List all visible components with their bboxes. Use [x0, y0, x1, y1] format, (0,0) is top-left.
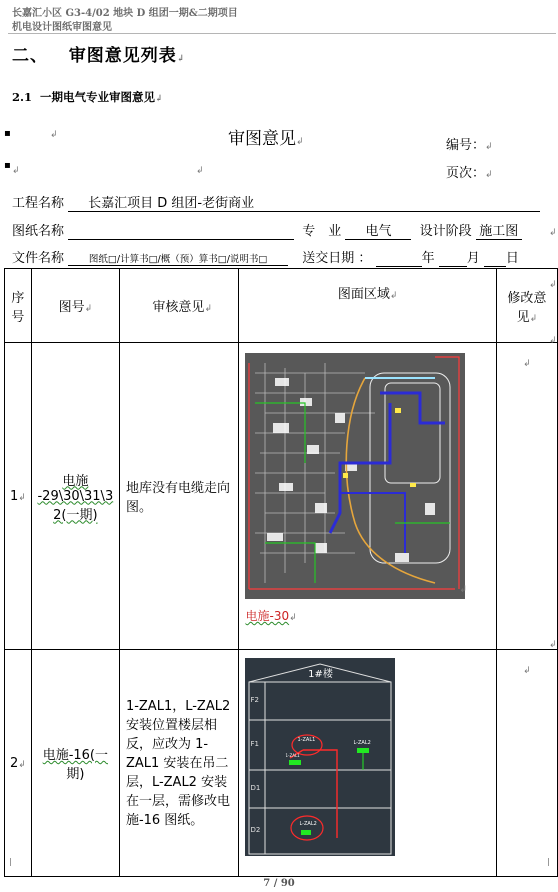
riser-building-title: 1#楼: [308, 669, 333, 680]
row2-area: [239, 650, 496, 877]
header-drawing-no: 图号↲: [31, 269, 119, 343]
header-seq: 序号: [5, 269, 32, 343]
row2-seq: 2↲: [5, 650, 32, 877]
review-table: [4, 268, 558, 877]
bullet-marker: ▪: [4, 128, 11, 139]
subsection-heading: 2.1 一期电气专业审图意见↲: [12, 90, 163, 104]
tag-l-zal2-lower: L-ZAL2: [299, 821, 317, 827]
file-row: [12, 247, 519, 267]
drawing-label: 图纸名称: [12, 224, 65, 239]
section-number: 二、: [12, 46, 48, 66]
table-row: [5, 650, 558, 877]
tag-1-zal1-upper: 1-ZAL1: [297, 737, 316, 743]
page-number: 7 / 90: [263, 878, 295, 889]
crop-mark: [2, 858, 11, 866]
number-label: 编号：↲: [446, 138, 493, 153]
year-field[interactable]: [376, 251, 422, 267]
para-mark: ↲: [196, 166, 204, 176]
project-value[interactable]: 长嘉汇项目 D 组团-老街商业: [68, 192, 540, 212]
row2-comment: 1-ZAL1，L-ZAL2 安装位置楼层相反，应改为 1-ZAL1 安装在吊二层，L-ZAL2 安装在一层，需修改电施-16 图纸。: [119, 650, 239, 877]
send-date-label: 送交日期 ：: [302, 251, 372, 266]
bullet-marker: ▪: [4, 160, 11, 171]
margin-mark: ↲: [549, 640, 557, 650]
doc-header-line2: 机电设计图纸审图意见: [12, 22, 112, 33]
tag-1-zal1-lower: 1-ZAL1: [285, 753, 300, 758]
page-label: 页次：↲: [446, 166, 493, 181]
file-value[interactable]: 图纸□/计算书□/概（预）算书□/说明书□: [68, 251, 288, 266]
tag-l-zal2-upper: L-ZAL2: [353, 740, 371, 746]
section-title: 审图意见列表: [68, 46, 177, 66]
form-title: 审图意见↲: [228, 129, 304, 149]
subsection-number: 2.1: [12, 90, 33, 104]
para-mark: ↲: [12, 166, 20, 176]
project-row: [12, 192, 540, 212]
discipline-value[interactable]: 电气: [345, 220, 411, 240]
cad-site-plan-image: [245, 353, 465, 599]
row1-seq: 1↲: [5, 343, 32, 650]
floor-label-d2: D2: [250, 826, 261, 834]
section-heading: 二、 审图意见列表↲: [12, 46, 186, 66]
floor-label-f1: F1: [250, 740, 259, 748]
margin-mark: ↲: [549, 228, 557, 238]
file-label: 文件名称: [12, 251, 65, 266]
stage-value[interactable]: 施工图: [476, 220, 522, 240]
crop-mark: [548, 858, 557, 866]
subsection-title: 一期电气专业审图意见: [40, 90, 156, 104]
margin-mark: ↲: [549, 336, 557, 346]
day-field[interactable]: [484, 251, 506, 267]
project-label: 工程名称: [12, 196, 65, 211]
doc-header-line1: 长嘉汇小区 G3-4/02 地块 D 组团一期&二期项目: [12, 8, 238, 19]
table-header-row: [5, 269, 558, 343]
header-divider: [8, 33, 556, 34]
table-row: [5, 343, 558, 650]
year-label: 年: [421, 251, 435, 266]
cad-riser-diagram-image: [245, 658, 395, 856]
stage-label: 设计阶段: [419, 224, 472, 239]
drawing-value[interactable]: [68, 224, 294, 240]
floor-label-d1: D1: [250, 784, 261, 792]
header-revision: 修改意见↲: [496, 269, 557, 343]
row1-revision: ↲: [496, 343, 557, 650]
header-comment: 审核意见↲: [119, 269, 239, 343]
row1-area: ↲ 电施-30↲: [239, 343, 496, 650]
row2-drawing-no: 电施-16(一 期): [31, 650, 119, 877]
floor-label-f2: F2: [250, 696, 259, 704]
row1-comment: 地库没有电缆走向图。: [119, 343, 239, 650]
margin-mark: ↲: [549, 280, 557, 290]
month-field[interactable]: [439, 251, 467, 267]
row2-revision: ↲: [496, 650, 557, 877]
day-label: 日: [505, 251, 519, 266]
row1-drawing-no: 电施 -29\30\31\32(一期): [31, 343, 119, 650]
para-mark: ↲: [50, 130, 58, 140]
month-label: 月: [466, 251, 480, 266]
discipline-label: 专 业: [302, 224, 342, 239]
drawing-row: [12, 220, 522, 240]
row1-area-caption: 电施-30↲: [245, 609, 297, 623]
header-area: 图面区域↲: [239, 269, 496, 343]
